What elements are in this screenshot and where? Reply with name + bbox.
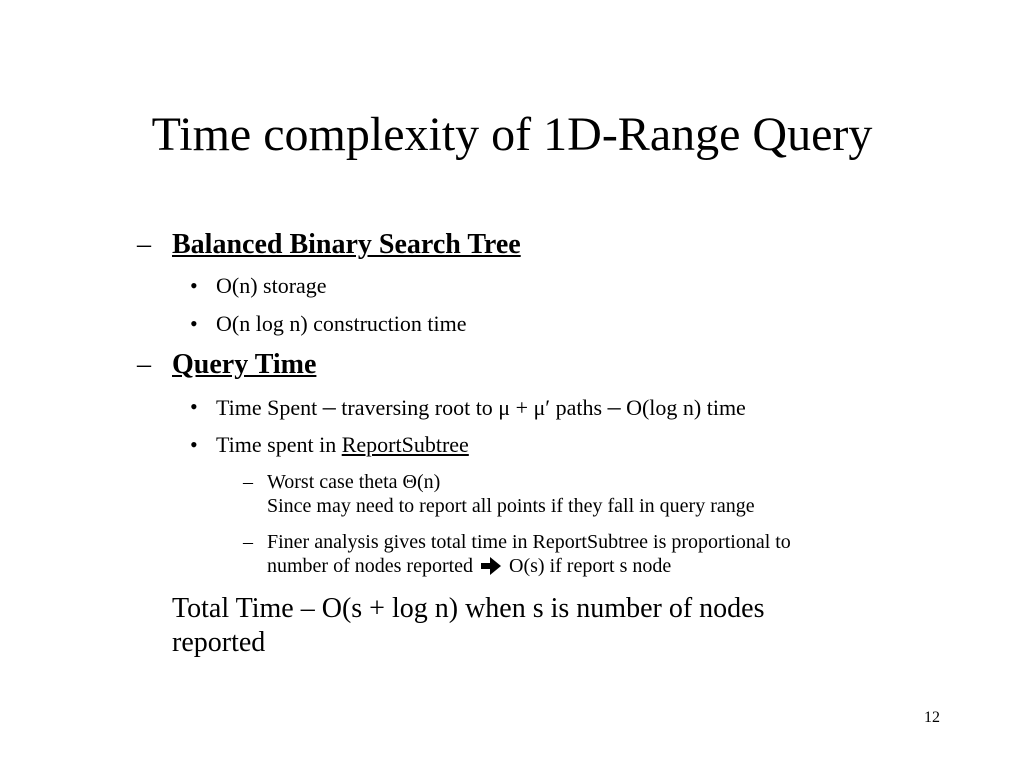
time-spent-line	[216, 393, 746, 422]
finer-line1: Finer analysis gives total time in ReportSubtree is proportional to	[267, 531, 791, 553]
em-dash: –	[322, 392, 336, 421]
sub-dash: –	[243, 531, 253, 553]
section-heading-query: Query Time	[172, 349, 317, 380]
em-dash: –	[300, 593, 315, 624]
total-time-line2: reported	[172, 627, 266, 658]
section-heading-bbst: Balanced Binary Search Tree	[172, 229, 521, 260]
report-prefix: Time spent in	[216, 432, 337, 457]
page-number: 12	[924, 709, 940, 726]
bbst-item-storage: O(n) storage	[216, 273, 327, 298]
total-time-label: Total Time	[172, 593, 294, 624]
worst-case-line2: Since may need to report all points if they fall in query range	[267, 495, 755, 517]
worst-case-line1: Worst case theta Θ(n)	[267, 471, 441, 493]
section-dash: –	[137, 229, 151, 260]
slide-title: Time complexity of 1D-Range Query	[151, 108, 873, 161]
bullet: •	[190, 432, 198, 457]
finer-analysis-text	[267, 530, 791, 581]
em-dash: –	[607, 392, 621, 421]
finer-line2-before: number of nodes reported	[267, 555, 474, 577]
time-spent-log: O(log n) time	[626, 395, 746, 420]
finer-line2-after: O(s) if report s node	[509, 555, 672, 577]
total-time-line1	[172, 592, 764, 626]
section-dash: –	[137, 349, 151, 380]
finer-line2	[267, 554, 791, 581]
report-subtree-link[interactable]: ReportSubtree	[341, 432, 469, 457]
total-time	[172, 592, 764, 660]
sub-dash: –	[243, 471, 253, 493]
time-spent-paths: traversing root to μ + μ′ paths	[341, 395, 603, 420]
bullet: •	[190, 311, 198, 336]
total-time-formula: O(s + log n) when s is number of nodes	[321, 593, 765, 624]
worst-case-text	[267, 470, 755, 518]
right-arrow-icon	[481, 557, 501, 581]
bullet: •	[190, 394, 198, 419]
report-line	[216, 431, 469, 459]
bullet: •	[190, 273, 198, 298]
bbst-item-construction: O(n log n) construction time	[216, 311, 467, 336]
time-spent-label: Time Spent	[216, 395, 318, 420]
